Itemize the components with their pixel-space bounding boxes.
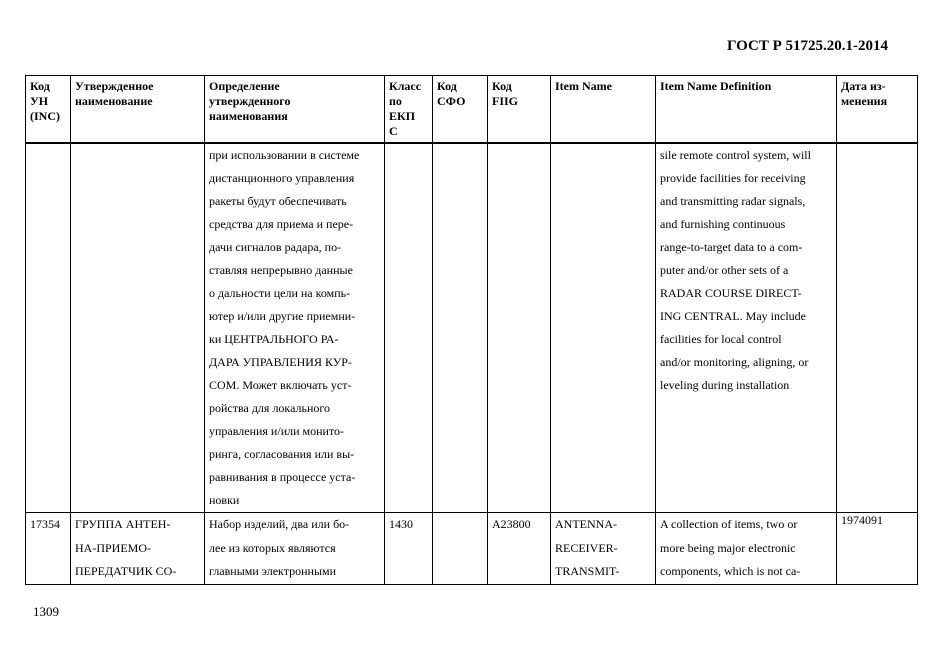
text-line: and transmitting radar signals, (660, 194, 806, 208)
cell-definition-en (656, 513, 837, 585)
text-line: Набор изделий, два или бо- (209, 517, 350, 531)
cell-name-ru (71, 513, 205, 585)
text-line: управления и/или монито- (209, 424, 345, 438)
header-row (26, 76, 918, 144)
text-line: ютер и/или другие приемни- (209, 309, 356, 323)
text-line: A collection of items, two or (660, 517, 798, 531)
cell-class (385, 143, 433, 513)
text-line: средства для приема и пере- (209, 217, 354, 231)
text-line: ПЕРЕДАТЧИК СО- (75, 564, 177, 578)
cell-fiig: A23800 (488, 513, 551, 585)
text-line: ракеты будут обеспечивать (209, 194, 347, 208)
text-line: равнивания в процессе уста- (209, 470, 356, 484)
cell-class: 1430 (385, 513, 433, 585)
cell-date (837, 143, 918, 513)
text-line: о дальности цели на компь- (209, 286, 351, 300)
text-line: ставляя непрерывно данные (209, 263, 353, 277)
text-line: leveling during installation (660, 378, 790, 392)
table-row-continued (26, 143, 918, 513)
col-name-ru-header: Утвержденное наименование (71, 76, 205, 144)
col-item-name-header: Item Name (551, 76, 656, 144)
cell-fiig (488, 143, 551, 513)
text-line: range-to-target data to a com- (660, 240, 803, 254)
text-line: and furnishing continuous (660, 217, 786, 231)
text-line: facilities for local control (660, 332, 782, 346)
col-class-header: Класс по ЕКП С (385, 76, 433, 144)
text-line: ГРУППА АНТЕН- (75, 517, 171, 531)
text-line: puter and/or other sets of a (660, 263, 789, 277)
text-line: TRANSMIT- (555, 564, 620, 578)
text-line: дачи сигналов радара, по- (209, 240, 342, 254)
text-line: RECEIVER- (555, 540, 618, 555)
col-definition-ru-header: Определение утвержденного наименования (205, 76, 385, 144)
text-line: ДАРА УПРАВЛЕНИЯ КУР- (209, 355, 352, 369)
cell-item-name (551, 513, 656, 585)
cell-sfo (433, 143, 488, 513)
cell-name-ru (71, 143, 205, 513)
catalog-table (25, 75, 918, 585)
cell-definition-ru (205, 513, 385, 585)
text-line: дистанционного управления (209, 171, 355, 185)
col-sfo-header: Код СФО (433, 76, 488, 144)
cell-sfo (433, 513, 488, 585)
cell-inc: 17354 (26, 513, 71, 585)
col-fiig-header: Код FIIG (488, 76, 551, 144)
text-line: новки (209, 493, 240, 507)
text-line: provide facilities for receiving (660, 171, 806, 185)
cell-definition-en (656, 143, 837, 513)
text-line: and/or monitoring, aligning, or (660, 355, 809, 369)
text-line: при использовании в системе (209, 148, 360, 162)
col-definition-en-header: Item Name Definition (656, 76, 837, 144)
text-line: ройства для локального (209, 401, 331, 415)
cell-inc (26, 143, 71, 513)
col-date-header: Дата из- менения (837, 76, 918, 144)
page-number: 1309 (33, 604, 59, 619)
cell-definition-ru (205, 143, 385, 513)
text-line: ринга, согласования или вы- (209, 447, 355, 461)
table-row (26, 513, 918, 585)
text-line: RADAR COURSE DIRECT- (660, 286, 802, 300)
text-line: главными электронными (209, 564, 337, 578)
text-line: ки ЦЕНТРАЛЬНОГО РА- (209, 332, 339, 346)
cell-date: 1974091 (837, 513, 918, 585)
text-line: components, which is not ca- (660, 564, 801, 578)
standard-number: ГОСТ Р 51725.20.1-2014 (726, 38, 888, 54)
text-line: ANTENNA- (555, 517, 617, 531)
cell-item-name (551, 143, 656, 513)
text-line: sile remote control system, will (660, 148, 811, 162)
text-line: more being major electronic (660, 540, 796, 555)
text-line: НА-ПРИЕМО- (75, 540, 151, 555)
text-line: лее из которых являются (209, 540, 336, 555)
text-line: СОМ. Может включать уст- (209, 378, 352, 392)
col-inc-header: Код УН (INC) (26, 76, 71, 144)
text-line: ING CENTRAL. May include (660, 309, 806, 323)
